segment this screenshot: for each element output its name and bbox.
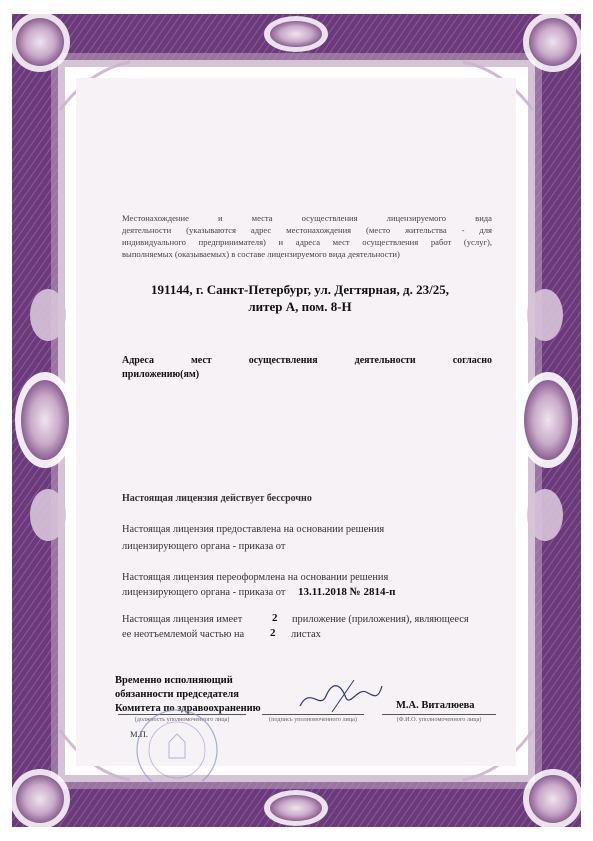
reissued-line-1: Настоящая лицензия переоформлена на основании решения — [122, 572, 389, 583]
reissued-line-2: лицензирующего органа - приказа от — [122, 587, 286, 598]
handwritten-signature — [296, 676, 386, 716]
appendix-sheets: 2 — [270, 627, 276, 639]
caption-position: (должность уполномоченного лица) — [134, 716, 230, 723]
mp-label: М.П. — [130, 729, 148, 739]
caption-signature: (подпись уполномоченного лица) — [269, 716, 357, 723]
granted-line-1: Настоящая лицензия предоставлена на основании решения — [122, 524, 385, 535]
security-background — [76, 78, 516, 766]
reissued-order: 13.11.2018 № 2814-п — [298, 586, 396, 598]
address-line-2: литер А, пом. 8-Н — [248, 299, 352, 314]
appendix-line-1-suffix: приложение (приложения), являющееся — [292, 614, 469, 625]
position-line-3: Комитета по здравоохранению — [115, 703, 261, 714]
location-header-line-1: Местонахождение и места осуществления лицензируемого вида — [122, 213, 492, 223]
appendix-line-2-suffix: листах — [291, 629, 321, 640]
appendix-count: 2 — [272, 612, 278, 624]
appendix-line-1-prefix: Настоящая лицензия имеет — [122, 614, 243, 625]
location-header-line-2: деятельности (указываются адрес местонахождения (место жительства - для — [122, 225, 492, 235]
name-line — [382, 714, 496, 715]
places-line-1: Адреса мест осуществления деятельности согласно — [122, 355, 492, 366]
appendix-line-2-prefix: ее неотъемлемой частью на — [122, 629, 245, 640]
places-line-2: приложению(ям) — [122, 369, 200, 380]
caption-name: (Ф.И.О. уполномоченного лица) — [396, 716, 482, 723]
location-header-line-4: выполняемых (оказываемых) в составе лицензируемого вида деятельности) — [122, 249, 400, 259]
signer-name: М.А. Виталюева — [396, 700, 475, 711]
position-line-2: обязанности председателя — [115, 689, 239, 700]
location-header-line-3: индивидуального предпринимателя) и адреса мест осуществления работ (услуг), — [122, 237, 492, 247]
position-line-1: Временно исполняющий — [115, 675, 233, 686]
granted-line-2: лицензирующего органа - приказа от — [122, 541, 286, 552]
address-line-1: 191144, г. Санкт-Петербург, ул. Дегтярная, д. 23/25, — [151, 282, 449, 297]
validity-text: Настоящая лицензия действует бессрочно — [122, 493, 312, 504]
official-stamp — [115, 706, 235, 781]
